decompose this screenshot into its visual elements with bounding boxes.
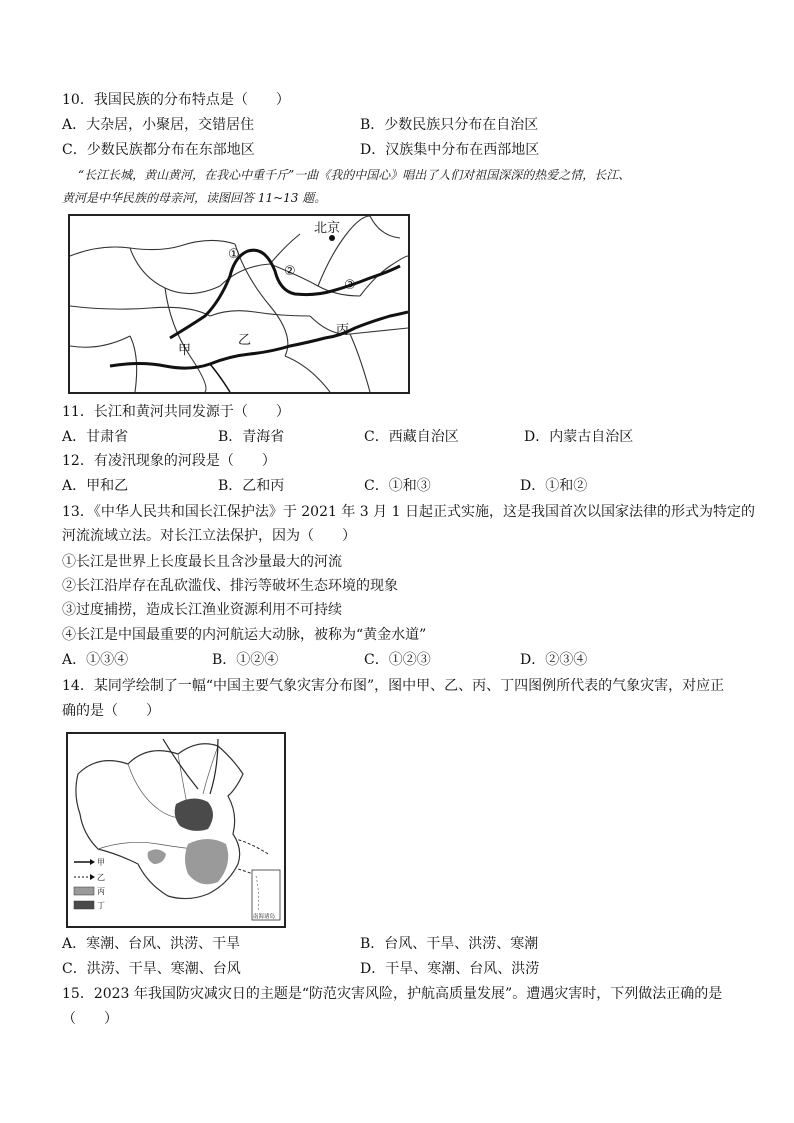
q15-stem-line-1: 15．2023 年我国防灾减灾日的主题是“防范灾害风险，护航高质量发展”。遭遇灾害时，下列做法正确的是 [62,986,723,1002]
label-bing: 丙 [336,323,350,338]
q13-option-c: C．①②③ [364,652,431,668]
q14-option-b: B．台风、干旱、洪涝、寒潮 [360,936,539,952]
q15-stem-line-2: （ ） [62,1011,118,1027]
q14-option-a: A．寒潮、台风、洪涝、干旱 [62,936,241,952]
q11-option-b: B．青海省 [218,429,285,445]
disaster-map-drawing [68,734,284,926]
passage-line-1: “长江长城，黄山黄河，在我心中重千斤”一曲《我的中国心》唱出了人们对祖国深深的热爱之情，长江、 [78,168,631,182]
q12-stem: 12．有凌汛现象的河段是（ ） [62,453,276,469]
q13-stem-line-2: 河流流域立法。对长江立法保护，因为（ ） [62,528,356,544]
map-legend [74,858,105,910]
q13-option-a: A．①③④ [62,652,129,668]
q13-stem-line-1: 13．《中华人民共和国长江保护法》于 2021 年 3 月 1 日起正式实施，这是我国首次以国家法律的形式为特定的 [62,504,755,520]
q13-option-d: D．②③④ [520,652,588,668]
q14-stem-line-2: 确的是（ ） [62,703,160,719]
q12-option-a: A．甲和乙 [62,478,129,494]
q13-option-b: B．①②④ [212,652,279,668]
river-map [68,214,410,394]
passage-line-2: 黄河是中华民族的母亲河，读图回答 11~13 题。 [62,191,327,205]
q10-option-d: D．汉族集中分布在西部地区 [360,142,540,158]
legend-ding: 丁 [97,901,105,910]
q11-option-a: A．甘肃省 [62,429,129,445]
legend-yi: 乙 [97,873,105,882]
label-yi: 乙 [238,333,252,348]
q10-option-c: C．少数民族都分布在东部地区 [62,142,255,158]
legend-jia: 甲 [97,858,105,867]
q14-option-c: C．洪涝、干旱、寒潮、台风 [62,961,241,977]
q12-option-c: C．①和③ [364,478,431,494]
river-map-drawing [70,216,408,392]
q10-option-b: B．少数民族只分布在自治区 [360,117,539,133]
disaster-map [66,732,286,928]
inset-label: 南海诸岛 [253,914,276,920]
region-bing [185,839,228,884]
label-beijing: 北京 [314,221,341,236]
q10-option-a: A．大杂居，小聚居，交错居住 [62,117,255,133]
q13-item-4: ④长江是中国最重要的内河航运大动脉，被称为“黄金水道” [62,627,427,643]
label-jia: 甲 [178,343,192,358]
q14-stem-line-1: 14．某同学绘制了一幅“中国主要气象灾害分布图”，图中甲、乙、丙、丁四图例所代表的气象灾害，对应正 [62,678,725,694]
q11-option-c: C．西藏自治区 [364,429,459,445]
q14-option-d: D．干旱、寒潮、台风、洪涝 [360,961,540,977]
q12-option-d: D．①和② [520,478,588,494]
q13-item-1: ①长江是世界上长度最长且含沙量最大的河流 [62,554,342,570]
q13-item-2: ②长江沿岸存在乱砍滥伐、排污等破坏生态环境的现象 [62,578,398,594]
q10-stem: 10．我国民族的分布特点是（ ） [62,92,290,108]
label-circle-2: ② [284,264,296,279]
label-circle-1: ① [228,247,240,262]
label-circle-3: ③ [344,278,356,293]
region-ding [175,798,213,830]
q12-option-b: B．乙和丙 [218,478,285,494]
legend-bing: 丙 [97,887,105,896]
q11-option-d: D．内蒙古自治区 [524,429,634,445]
q13-item-3: ③过度捕捞，造成长江渔业资源利用不可持续 [62,602,342,618]
q11-stem: 11．长江和黄河共同发源于（ ） [62,404,290,420]
